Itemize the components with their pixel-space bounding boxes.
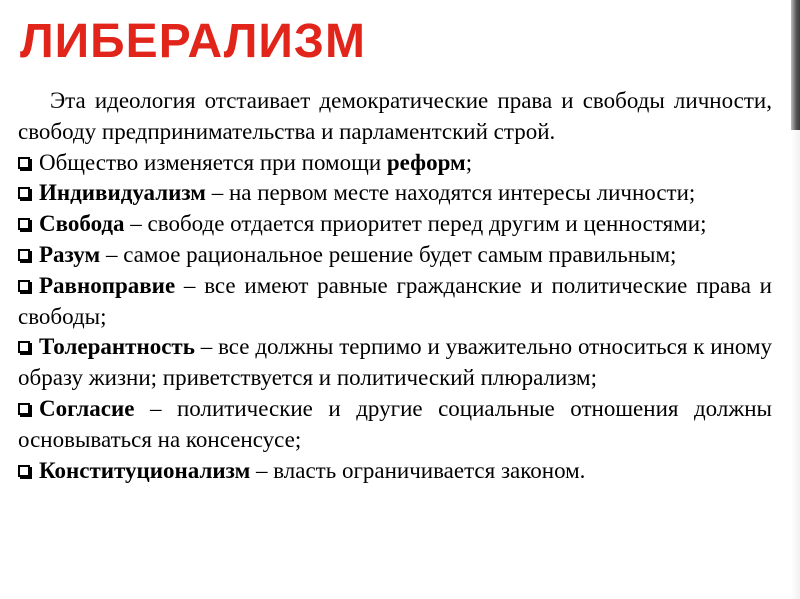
- checkbox-bullet-icon: [18, 218, 30, 230]
- key-term: реформ: [386, 149, 466, 175]
- key-term: Согласие: [39, 395, 135, 421]
- key-term: Разум: [39, 241, 101, 267]
- slide-title: ЛИБЕРАЛИЗМ: [20, 15, 366, 68]
- list-item: Равноправие – все имеют равные гражданские и политические права и свободы;: [18, 272, 772, 329]
- intro-paragraph: Эта идеология отстаивает демократические права и свободы личности, свободу предпринимательства и парламентский строй.: [18, 88, 772, 144]
- key-term: Равноправие: [39, 272, 176, 298]
- list-item: Свобода – свободе отдается приоритет перед другим и ценностями;: [18, 209, 772, 240]
- checkbox-bullet-icon: [18, 465, 30, 477]
- checkbox-bullet-icon: [18, 249, 30, 261]
- checkbox-bullet-icon: [18, 157, 30, 169]
- key-term: Свобода: [39, 211, 125, 237]
- list-item: Толерантность – все должны терпимо и уважительно относиться к иному образу жизни; приветствуется и политический плюрализм;: [18, 334, 772, 391]
- list-item: Общество изменяется при помощи реформ;: [18, 148, 772, 179]
- decorative-edge-bar: [791, 0, 800, 130]
- decorative-edge-strip: [791, 130, 800, 599]
- checkbox-bullet-icon: [18, 341, 30, 353]
- list-item: Конституционализм – власть ограничивается законом.: [18, 456, 772, 487]
- key-term: Толерантность: [39, 334, 195, 360]
- checkbox-bullet-icon: [18, 403, 30, 415]
- list-item: Согласие – политические и другие социальные отношения должны основываться на консенсусе;: [18, 395, 772, 452]
- key-term: Конституционализм: [39, 457, 251, 483]
- list-item: Индивидуализм – на первом месте находятся интересы личности;: [18, 178, 772, 209]
- list-item: Разум – самое рациональное решение будет самым правильным;: [18, 240, 772, 271]
- key-term: Индивидуализм: [39, 180, 206, 206]
- slide-body: [18, 86, 772, 486]
- checkbox-bullet-icon: [18, 187, 30, 199]
- checkbox-bullet-icon: [18, 280, 30, 292]
